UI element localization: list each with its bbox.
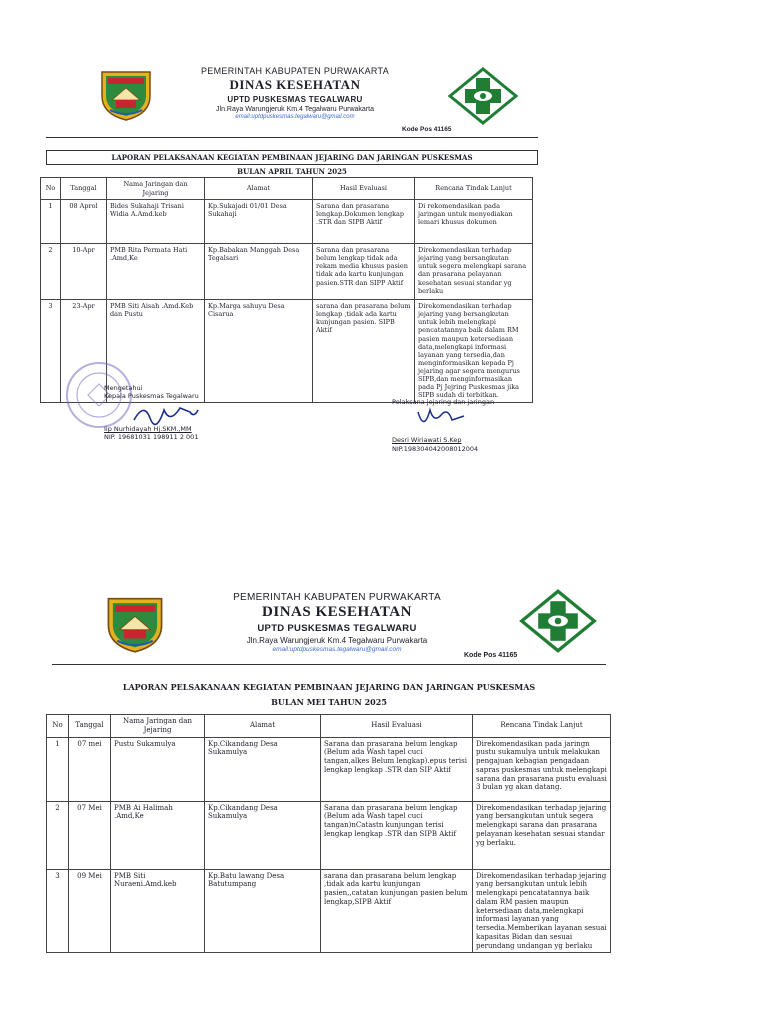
row-network-name: PMB Rita Permata Hati .Amd,Ke <box>107 244 205 300</box>
address-line: Jln.Raya Warungjeruk Km.4 Tegalwaru Purwakarta <box>216 106 374 113</box>
row-address: Kp.Marga sahuyu Desa Cisarua <box>205 300 313 403</box>
column-header: Hasil Evaluasi <box>321 715 473 738</box>
unit-name: UPTD PUSKESMAS TEGALWARU <box>257 623 417 634</box>
column-header: Alamat <box>205 178 313 200</box>
letterhead <box>190 66 400 120</box>
report-mei <box>0 560 768 1024</box>
header-divider <box>52 664 606 665</box>
row-follow-up: Direkomendasikan terhadap jejaring yang bersangkutan untuk segera melengkapi sarana dan prasarana pelayanan kesehatan sesuai standar yg berlaku. <box>473 801 611 869</box>
column-header: Rencana Tindak Lanjut <box>415 178 533 200</box>
row-date: 10-Apr <box>61 244 107 300</box>
report-title: LAPORAN PELAKSANAAN KEGIATAN PEMBINAAN JEJARING DAN JARINGAN PUSKESMAS <box>46 150 538 165</box>
department-name: DINAS KESEHATAN <box>229 77 361 92</box>
report-period: BULAN APRIL TAHUN 2025 <box>237 167 347 176</box>
row-follow-up: Direkomendasikan terhadap jejaring yang bersangkutan untuk segera melengkapi sarana dan prasarana pelayanan kesehatan sesuai standar yg berlaku <box>415 244 533 300</box>
header-divider <box>46 137 538 138</box>
department-name: DINAS KESEHATAN <box>262 604 412 620</box>
row-date: 07 mei <box>69 737 111 801</box>
table-row <box>47 737 611 801</box>
unit-name: UPTD PUSKESMAS TEGALWARU <box>227 95 363 104</box>
row-evaluation: Sarana dan prasarana belum lengkap (Belum ada Wash tapel cuci tangan,alkes Belum lengkap).epus terisi lengkap lengkap .STR dan SIP Aktif <box>321 737 473 801</box>
row-follow-up: Direkomendasikan pada jaringn pustu sukamulya untuk melakukan pengajuan kebagian pengadaan sapras puskesmas untuk melengkapi sarana dan prasarana pustu evaluasi 3 bulan yg akan datang. <box>473 737 611 801</box>
row-date: 08 Aprol <box>61 200 107 244</box>
row-evaluation: sarana dan prasarana belum lengkap ,tidak ada kartu kunjungan pasien. SIPB Aktif <box>313 300 415 403</box>
row-network-name: Pustu Sukamulya <box>111 737 205 801</box>
row-follow-up: Di rekomendasikan pada jaringan untuk menyediakan lemari khusus dokumen <box>415 200 533 244</box>
email-line: email:uptdpuskesmas.tegalwaru@gmail.com <box>235 114 355 120</box>
row-evaluation: Sarana dan prasarana lengkap.Dokumen lengkap .STR dan SIPB Aktif <box>313 200 415 244</box>
row-address: Kp.Cikandang Desa Sukamulya <box>205 801 321 869</box>
row-evaluation: Sarana dan prasarana belum lengkap (Belum ada Wash tapel cuci tangan)nCatastn kunjungan terisi lengkap lengkap .STR dan SIPB Aktif <box>321 801 473 869</box>
table-row <box>47 869 611 953</box>
table-row <box>41 200 533 244</box>
signature-title: Kepala Puskesmas Tegalwaru <box>104 392 199 401</box>
column-header: Alamat <box>205 715 321 738</box>
government-name: PEMERINTAH KABUPATEN PURWAKARTA <box>201 66 389 76</box>
letterhead <box>222 592 452 653</box>
column-header: Nama Jaringan dan Jejaring <box>111 715 205 738</box>
report-april <box>0 0 768 500</box>
signatory-name: Desri Wiriawati S.Kep <box>392 436 462 445</box>
address-line: Jln.Raya Warungjeruk Km.4 Tegalwaru Purwakarta <box>246 636 428 645</box>
row-address: Kp.Sukajadi 01/01 Desa Sukahaji <box>205 200 313 244</box>
email-line: email:uptdpuskesmas.tegalwaru@gmail.com <box>272 646 402 653</box>
row-number: 2 <box>41 244 61 300</box>
purwakarta-crest-logo <box>98 66 154 122</box>
row-network-name: PMB Siti Aisah .Amd.Keb dan Pustu <box>107 300 205 403</box>
postal-code: Kode Pos 41165 <box>402 126 452 133</box>
row-date: 23-Apr <box>61 300 107 403</box>
government-name: PEMERINTAH KABUPATEN PURWAKARTA <box>233 592 441 603</box>
table-header-row <box>47 715 611 738</box>
signature-caption: Pelaksana jejaring dan jaringan <box>392 398 495 406</box>
table-row <box>47 801 611 869</box>
row-network-name: Bides Sukahaji Trisani Widia A.Amd.keb <box>107 200 205 244</box>
row-address: Kp.Batu lawang Desa Batutumpang <box>205 869 321 953</box>
column-header: Nama Jaringan dan Jejaring <box>107 178 205 200</box>
signature-caption: Mengetahui <box>104 384 143 392</box>
row-date: 09 Mei <box>69 869 111 953</box>
column-header: No <box>47 715 69 738</box>
row-number: 3 <box>47 869 69 953</box>
purwakarta-crest-logo <box>104 592 166 654</box>
column-header: No <box>41 178 61 200</box>
row-number: 3 <box>41 300 61 403</box>
column-header: Tanggal <box>61 178 107 200</box>
column-header: Hasil Evaluasi <box>313 178 415 200</box>
table-header-row <box>41 178 533 200</box>
table-row <box>41 244 533 300</box>
report-title-block <box>46 150 538 176</box>
column-header: Tanggal <box>69 715 111 738</box>
row-number: 2 <box>47 801 69 869</box>
row-evaluation: Sarana dan prasarana belum lengkap tidak ada rekam media khusus pasien tidak ada kartu kunjungan pasien.STR dan SIPP Aktif <box>313 244 415 300</box>
row-number: 1 <box>41 200 61 244</box>
row-follow-up: Direkomendasikan terhadap jejaring yang bersangkutan untuk lebih melengkapi pencatatannya baik dalam RM pasien maupun ketersediaan data,melengkapi informasi layanan yang tersedia.Memberikan layanan sesuai kapasitas Bidan dan sesuai perundang undangan yg berlaku <box>473 869 611 953</box>
report-period: BULAN MEI TAHUN 2025 <box>271 697 387 707</box>
column-header: Rencana Tindak Lanjut <box>473 715 611 738</box>
postal-code: Kode Pos 41165 <box>464 652 518 659</box>
handwritten-signature-icon <box>130 400 200 428</box>
row-address: Kp.Babakan Manggah Desa Tegalsari <box>205 244 313 300</box>
row-network-name: PMB Siti Nuraeni.Amd.keb <box>111 869 205 953</box>
signatory-name: Iip Nurhidayah Hj.SKM.,MM <box>104 424 192 433</box>
row-network-name: PMB Ai Halimah .Amd,Ke <box>111 801 205 869</box>
row-address: Kp.Cikandang Desa Sukamulya <box>205 737 321 801</box>
report-title: LAPORAN PELSAKANAAN KEGIATAN PEMBINAAN JEJARING DAN JARINGAN PUSKESMAS <box>122 682 536 692</box>
row-number: 1 <box>47 737 69 801</box>
report-title-block <box>52 682 606 707</box>
signatory-nip: NIP.198304042008012004 <box>392 444 479 453</box>
puskesmas-cross-logo <box>516 588 600 654</box>
row-follow-up: Direkomendasikan terhadap jejaring yang bersangkutan untuk lebih melengkapi pencatatannya baik dalam RM pasien maupun ketersediaan data,melengkapi informasi layanan yang tersedia,dan menginformasikan kepada Pj jejaring agar segera mengurus SIPB,dan menginformasikan pada Pj Jejring Puskesmas jika SIPB sudah di terbitkan. <box>415 300 533 403</box>
handwritten-signature-icon <box>412 404 468 434</box>
signatory-nip: NIP. 19681031 198911 2 001 <box>104 433 199 442</box>
report-table <box>46 714 611 953</box>
row-date: 07 Mei <box>69 801 111 869</box>
row-evaluation: sarana dan prasarana belum lengkap ,tidak ada kartu kunjungan pasien,,catatan kunjungan pasien belum lengkap,SIPB Aktif <box>321 869 473 953</box>
puskesmas-cross-logo <box>446 66 520 126</box>
